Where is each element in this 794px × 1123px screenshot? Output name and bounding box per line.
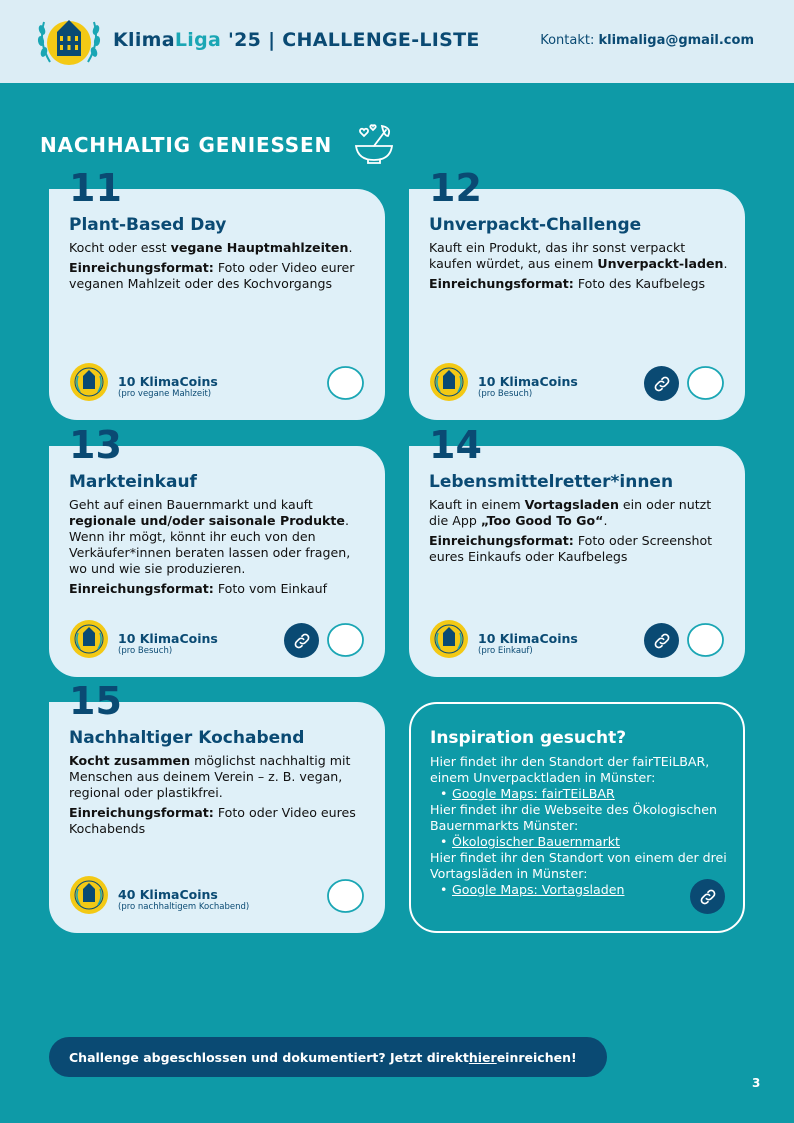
link-fairteilbar[interactable]: Google Maps: fairTEiLBAR [452,786,615,801]
challenge-description: Kocht zusammen möglichst nachhaltig mit Menschen aus deinem Verein – z. B. vegan, regional oder plastikfrei. Einreichungsformat: Foto oder Video eures Kochabends [69,753,356,836]
inspiration-title: Inspiration gesucht? [430,728,627,748]
contact-email[interactable]: klimaliga@gmail.com [598,33,754,48]
challenge-card-14 [409,423,745,677]
check-circle-icon[interactable] [326,878,365,914]
submit-link[interactable]: hier [468,1049,497,1065]
reward-note: (pro Einkauf) [478,646,533,656]
link-icon [652,374,672,394]
reward-amount: 10 KlimaCoins [118,374,218,389]
challenge-description: Geht auf einen Bauernmarkt und kauft regionale und/oder saisonale Produkte. Wenn ihr mögt, könnt ihr euch von den Verkäufer*innen beraten lassen oder fragen, wo und wie sie produzieren. Einreichungsformat: Foto vom Einkauf [69,497,351,596]
challenge-number: 13 [69,423,122,467]
challenge-description: Kauft ein Produkt, das ihr sonst verpackt kaufen würdet, aus einem Unverpackt-laden. Einreichungsformat: Foto des Kaufbelegs [429,240,728,291]
check-circle-icon[interactable] [326,365,365,401]
link-button[interactable] [644,623,679,658]
reward-note: (pro nachhaltigem Kochabend) [118,902,250,912]
brand-title: KlimaLiga '25 | CHALLENGE-LISTE [113,29,480,51]
check-circle-icon[interactable] [326,622,365,658]
inspiration-text: Hier findet ihr den Standort von einem der drei Vortagsläden in Münster: [430,850,727,881]
challenge-card-15 [49,679,385,933]
challenge-title: Markteinkauf [69,472,197,492]
submit-banner: Challenge abgeschlossen und dokumentiert? Jetzt direkt hier einreichen! [49,1037,607,1077]
bowl-whisk-icon [352,122,396,166]
challenge-number: 11 [69,166,122,210]
challenge-title: Unverpackt-Challenge [429,215,642,235]
link-icon [292,631,312,651]
link-button[interactable] [644,366,679,401]
klimacoin-icon [69,362,109,402]
challenge-title: Plant-Based Day [69,215,227,235]
klimacoin-icon [69,619,109,659]
contact-info [540,33,754,48]
link-button[interactable] [284,623,319,658]
section-title: NACHHALTIG GENIESSEN [40,133,332,157]
inspiration-text: Hier findet ihr den Standort der fairTEiLBAR, einem Unverpacktladen in Münster: [430,754,710,785]
klimaliga-logo [36,14,102,70]
reward-amount: 40 KlimaCoins [118,887,218,902]
link-vortagsladen[interactable]: Google Maps: Vortagsladen [452,882,625,897]
challenge-card-11 [49,166,385,420]
page-number: 3 [752,1076,761,1090]
inspiration-body [430,754,735,898]
contact-label: Kontakt: [540,33,595,48]
klimacoin-icon [69,875,109,915]
check-circle-icon[interactable] [686,365,725,401]
reward-note: (pro Besuch) [478,389,533,399]
reward-note: (pro vegane Mahlzeit) [118,389,212,399]
link-icon [698,887,718,907]
inspiration-text: Hier findet ihr die Webseite des Ökologischen Bauernmarkts Münster: [430,802,718,833]
challenge-card-12 [409,166,745,420]
klimacoin-icon [429,362,469,402]
reward-amount: 10 KlimaCoins [478,374,578,389]
challenge-card-13 [49,423,385,677]
check-circle-icon[interactable] [686,622,725,658]
inspiration-box [409,702,745,933]
challenge-number: 14 [429,423,482,467]
challenge-number: 12 [429,166,482,210]
link-bauernmarkt[interactable]: Ökologischer Bauernmarkt [452,834,620,849]
challenge-number: 15 [69,679,122,723]
klimacoin-icon [429,619,469,659]
link-button[interactable] [690,879,725,914]
challenge-title: Lebensmittelretter*innen [429,472,674,492]
challenge-title: Nachhaltiger Kochabend [69,728,305,748]
reward-amount: 10 KlimaCoins [478,631,578,646]
reward-note: (pro Besuch) [118,646,173,656]
challenge-description: Kauft in einem Vortagsladen ein oder nutzt die App „Too Good To Go“. Einreichungsformat: Foto oder Screenshot eures Einkaufs oder Kaufbelegs [429,497,713,564]
link-icon [652,631,672,651]
challenge-description: Kocht oder esst vegane Hauptmahlzeiten. Einreichungsformat: Foto oder Video eurer veganen Mahlzeit oder des Kochvorgangs [69,240,355,291]
reward-amount: 10 KlimaCoins [118,631,218,646]
page-header [0,0,794,83]
